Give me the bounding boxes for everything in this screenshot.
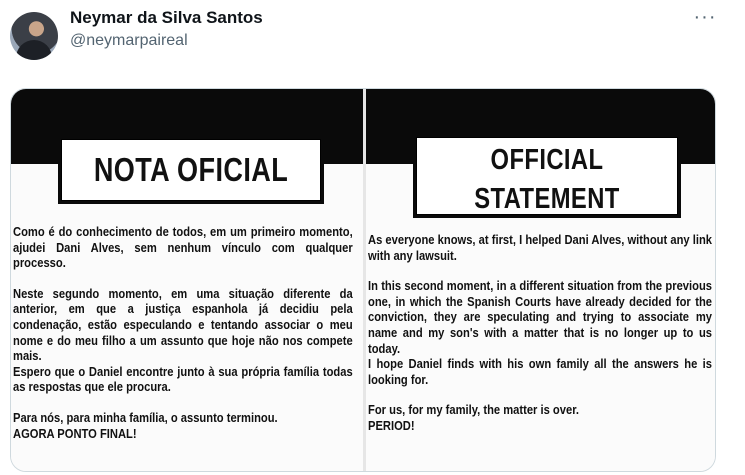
- more-options-icon[interactable]: ···: [693, 6, 717, 28]
- avatar[interactable]: [10, 12, 58, 60]
- paragraph: I hope Daniel finds with his own family all the answers he is looking for.: [368, 356, 712, 387]
- title-nota-oficial: NOTA OFICIAL: [93, 151, 289, 188]
- closing-line: AGORA PONTO FINAL!: [13, 425, 137, 441]
- tweet-header: [0, 0, 745, 80]
- avatar-figure: [16, 40, 52, 60]
- paragraph: Espero que o Daniel encontre junto à sua própria família todas as respostas que ele procura.: [13, 363, 353, 395]
- tweet-media-image[interactable]: [10, 88, 716, 472]
- statement-panel-english: [366, 89, 716, 472]
- paragraph: In this second moment, in a different situation from the previous one, in which the Spanish Courts have already decided for the conviction, they are speculating and trying to associate my name and my son's with a matter that is no longer up to us today.: [368, 278, 712, 356]
- title-line-2: STATEMENT: [474, 183, 620, 215]
- statement-body-english: [368, 232, 712, 434]
- user-handle[interactable]: @neymarpaireal: [70, 32, 188, 49]
- statement-panel-portuguese: [11, 89, 363, 472]
- title-line-1: OFFICIAL: [490, 144, 604, 176]
- paragraph: Como é do conhecimento de todos, em um primeiro momento, ajudei Dani Alves, sem nenhum vínculo com qualquer processo.: [13, 224, 353, 271]
- paragraph: For us, for my family, the matter is over.: [368, 402, 580, 418]
- paragraph: As everyone knows, at first, I helped Dani Alves, without any link with any lawsuit.: [368, 232, 712, 263]
- display-name[interactable]: Neymar da Silva Santos: [70, 8, 263, 27]
- paragraph: Para nós, para minha família, o assunto terminou.: [13, 409, 278, 425]
- statement-body-portuguese: [13, 224, 353, 441]
- title-box: [61, 139, 321, 201]
- title-box: [416, 137, 678, 215]
- paragraph: Neste segundo momento, em uma situação diferente da anterior, em que a justiça espanhola já decidiu pela condenação, estão especulando e tentando associar o meu nome e do meu filho a um assunto que hoje não nos compete mais.: [13, 285, 353, 364]
- closing-line: PERIOD!: [368, 417, 415, 433]
